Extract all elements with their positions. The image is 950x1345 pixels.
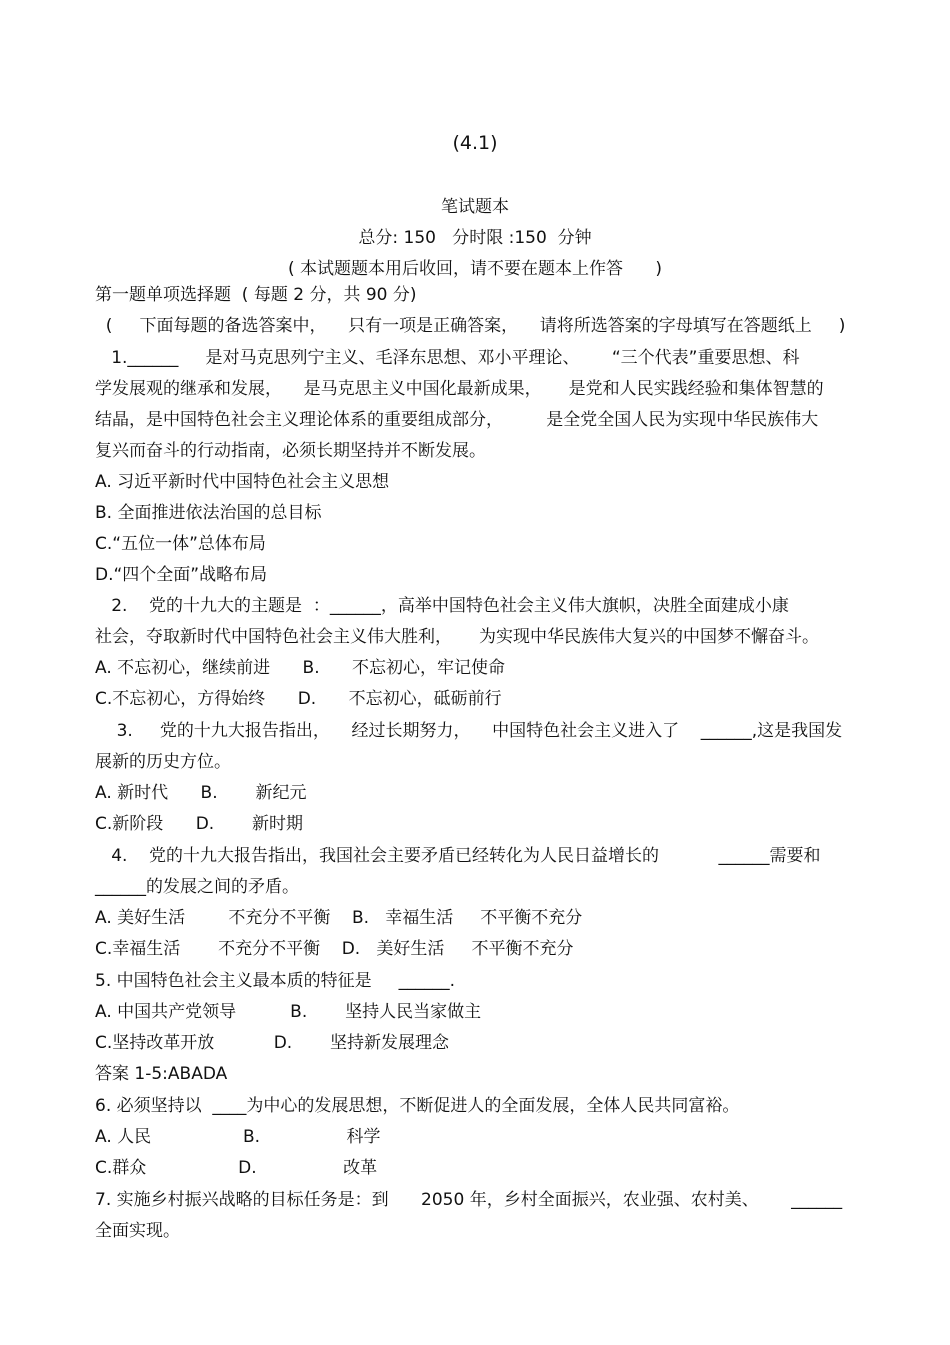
text-line: C.幸福生活 不充分不平衡 D. 美好生活 不平衡不充分 — [95, 939, 574, 959]
score-time: 总分: 150 分时限 :150 分钟 — [358, 228, 592, 248]
text-line: ______的发展之间的矛盾。 — [95, 877, 299, 897]
text-line: 6. 必须坚持以 ____为中心的发展思想，不断促进人的全面发展，全体人民共同富裕。 — [95, 1096, 740, 1116]
text-line: 3. 党的十九大报告指出， 经过长期努力， 中国特色社会主义进入了 ______,这是我国发 — [95, 721, 843, 741]
exam-code: (4.1) — [452, 132, 498, 154]
text-line: 5. 中国特色社会主义最本质的特征是 ______. — [95, 971, 456, 991]
text-line: C.“五位一体”总体布局 — [95, 534, 266, 554]
text-line: D.“四个全面”战略布局 — [95, 565, 268, 585]
text-line: A. 习近平新时代中国特色社会主义思想 — [95, 472, 390, 492]
text-line: A. 新时代 B. 新纪元 — [95, 783, 307, 803]
text-line: 7. 实施乡村振兴战略的目标任务是：到 2050 年，乡村全面振兴，农业强、农村美、 ______ — [95, 1190, 843, 1210]
text-line: 复兴而奋斗的行动指南，必须长期坚持并不断发展。 — [95, 441, 486, 461]
text-line: 学发展观的继承和发展， 是马克思主义中国化最新成果， 是党和人民实践经验和集体智慧的 — [95, 379, 824, 399]
text-line: 结晶，是中国特色社会主义理论体系的重要组成部分， 是全党全国人民为实现中华民族伟大 — [95, 410, 819, 430]
text-line: C.坚持改革开放 D. 坚持新发展理念 — [95, 1033, 450, 1053]
section-instruction: ( 下面每题的备选答案中， 只有一项是正确答案， 请将所选答案的字母填写在答题纸上 ) — [95, 316, 846, 336]
text-line: 1.______ 是对马克思列宁主义、毛泽东思想、邓小平理论、 “三个代表”重要思想、科 — [95, 348, 800, 368]
text-line: 全面实现。 — [95, 1221, 180, 1241]
text-line: 2. 党的十九大的主题是 ：______，高举中国特色社会主义伟大旗帜，决胜全面建成小康 — [95, 596, 789, 616]
text-line: 答案 1-5:ABADA — [95, 1064, 228, 1084]
exam-note: ( 本试题题本用后收回，请不要在题本上作答 ) — [287, 259, 663, 279]
text-line: C.新阶段 D. 新时期 — [95, 814, 304, 834]
text-line: 4. 党的十九大报告指出，我国社会主要矛盾已经转化为人民日益增长的 ______需要和 — [95, 846, 821, 866]
text-line: A. 美好生活 不充分不平衡 B. 幸福生活 不平衡不充分 — [95, 908, 583, 928]
text-line: 社会，夺取新时代中国特色社会主义伟大胜利， 为实现中华民族伟大复兴的中国梦不懈奋斗。 — [95, 627, 820, 647]
text-line: C.群众 D. 改革 — [95, 1158, 378, 1178]
text-line: A. 不忘初心，继续前进 B. 不忘初心，牢记使命 — [95, 658, 506, 678]
text-line: B. 全面推进依法治国的总目标 — [95, 503, 322, 523]
text-line: A. 中国共产党领导 B. 坚持人民当家做主 — [95, 1002, 482, 1022]
text-line: C.不忘初心，方得始终 D. 不忘初心，砥砺前行 — [95, 689, 502, 709]
exam-title: 笔试题本 — [441, 197, 509, 217]
section-title: 第一题单项选择题 ( 每题 2 分，共 90 分) — [95, 285, 417, 305]
text-line: 展新的历史方位。 — [95, 752, 231, 772]
text-line: A. 人民 B. 科学 — [95, 1127, 381, 1147]
